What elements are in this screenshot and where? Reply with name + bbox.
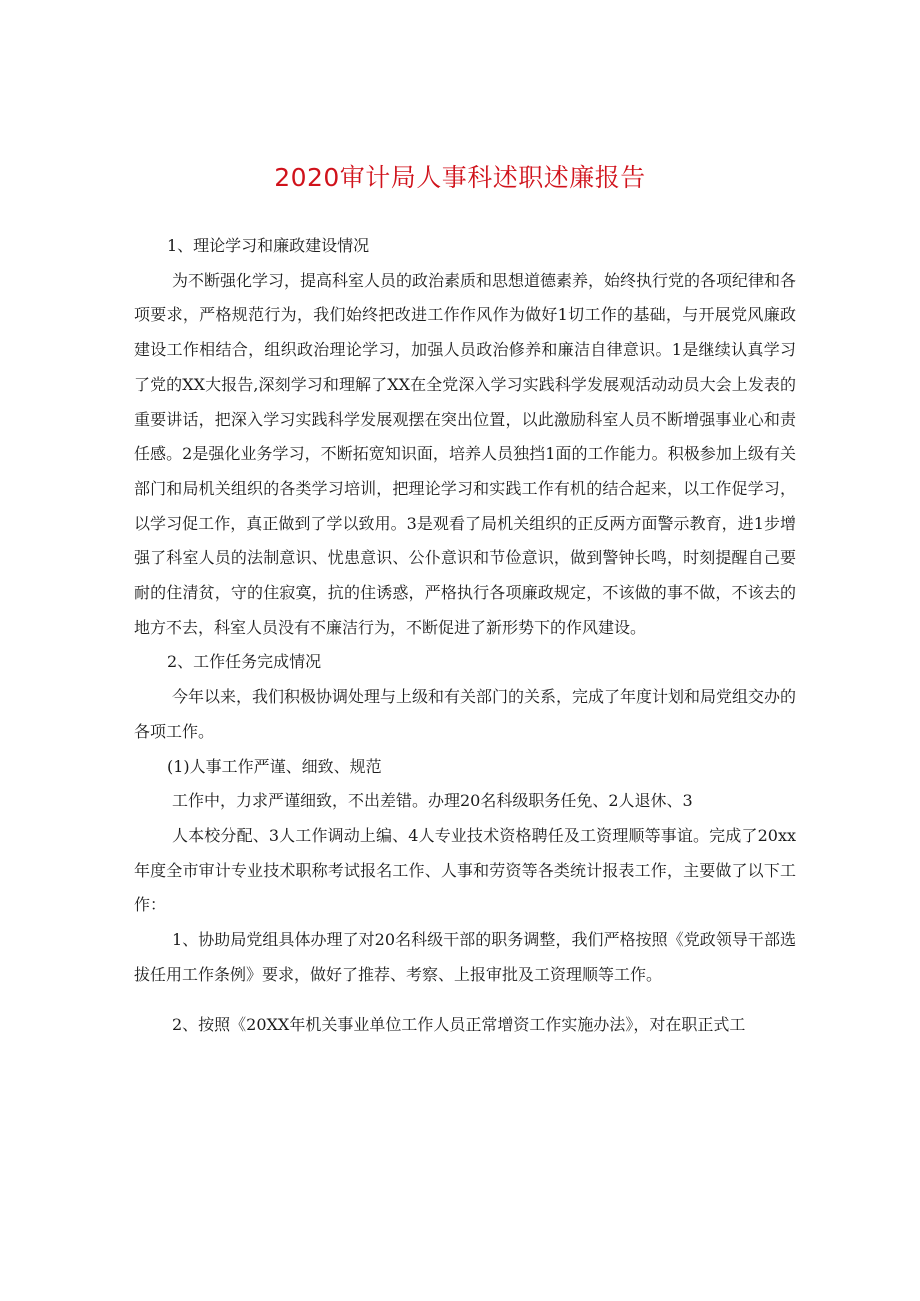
document-title: 2020审计局人事科述职述廉报告: [274, 163, 646, 192]
paragraph-tasks: 今年以来，我们积极协调处理与上级和有关部门的关系，完成了年度计划和局党组交办的各项工作。: [134, 687, 797, 741]
list-item-1: 1、协助局党组具体办理了对20名科级干部的职务调整，我们严格按照《党政领导干部选拔任用工作条例》要求，做好了推荐、考察、上报审批及工资理顺等工作。: [134, 930, 796, 984]
list-item-2: 2、按照《20XX年机关事业单位工作人员正常增资工作实施办法》，对在职正式工: [172, 1015, 746, 1035]
section-heading-1: 1、理论学习和廉政建设情况: [167, 236, 370, 255]
document-body: [134, 229, 796, 1043]
paragraph-assignments: 人本校分配、3人工作调动上编、4人专业技术资格聘任及工资理顺等事谊。完成了20xx年度全市审计专业技术职称考试报名工作、人事和劳资等各类统计报表工作，主要做了以下工作：: [134, 825, 796, 915]
paragraph-work: 工作中，力求严谨细致，不出差错。办理20名科级职务任免、2人退休、3: [172, 791, 693, 811]
section-heading-2: 2、工作任务完成情况: [167, 652, 322, 672]
subsection-heading-1: (1)人事工作严谨、细致、规范: [167, 756, 382, 776]
paragraph-gap: [134, 992, 796, 1008]
paragraph-study: 为不断强化学习，提高科室人员的政治素质和思想道德素养，始终执行党的各项纪律和各项要求，严格规范行为，我们始终把改进工作作风作为做好1切工作的基础，与开展党风廉政建设工作相结合，组织政治理论学习，加强人员政治修养和廉洁自律意识。1是继续认真学习了党的XX大报告,深刻学习和理解了XX在全党深入学习实践科学发展观活动动员大会上发表的重要讲话，把深入学习实践科学发展观摆在突出位置，以此激励科室人员不断增强事业心和责任感。2是强化业务学习，不断拓宽知识面，培养人员独挡1面的工作能力。积极参加上级有关部门和局机关组织的各类学习培训，把理论学习和实践工作有机的结合起来，以工作促学习，以学习促工作，真正做到了学以致用。3是观看了局机关组织的正反两方面警示教育，进1步增强了科室人员的法制意识、忧患意识、公仆意识和节俭意识，做到警钟长鸣，时刻提醒自己要耐的住清贫，守的住寂寞，抗的住诱惑，严格执行各项廉政规定，不该做的事不做，不该去的地方不去，科室人员没有不廉洁行为，不断促进了新形势下的作风建设。: [134, 270, 797, 637]
